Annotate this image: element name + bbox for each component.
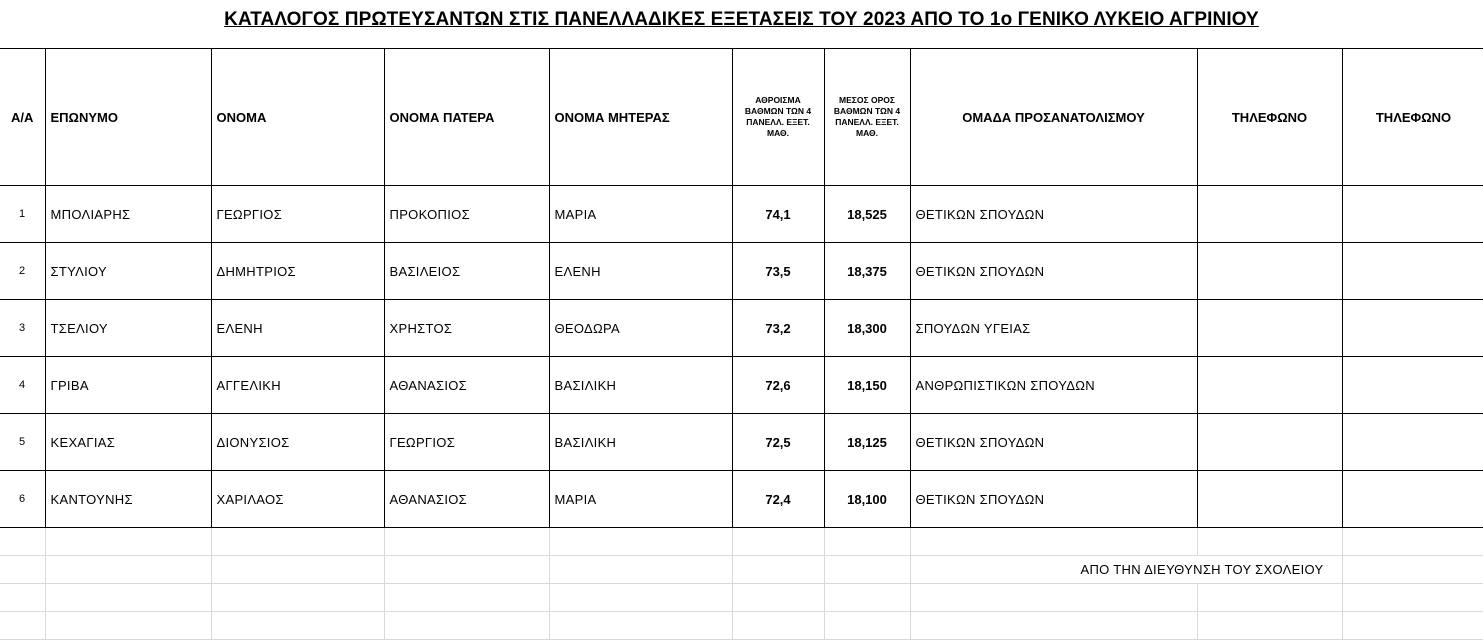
- cell-aa: 3: [0, 300, 45, 357]
- header-mother: ΟΝΟΜΑ ΜΗΤΕΡΑΣ: [549, 49, 732, 186]
- cell-phone-1: [1197, 414, 1342, 471]
- cell-name: ΑΓΓΕΛΙΚΗ: [211, 357, 384, 414]
- cell-aa: 4: [0, 357, 45, 414]
- cell-phone-2: [1342, 300, 1483, 357]
- header-name: ΟΝΟΜΑ: [211, 49, 384, 186]
- cell-surname: ΣΤΥΛΙΟΥ: [45, 243, 211, 300]
- empty-row: [0, 528, 1483, 556]
- cell-group: ΑΝΘΡΩΠΙΣΤΙΚΩΝ ΣΠΟΥΔΩΝ: [910, 357, 1197, 414]
- cell-group: ΣΠΟΥΔΩΝ ΥΓΕΙΑΣ: [910, 300, 1197, 357]
- table-row: [0, 300, 1483, 357]
- cell-aa: 1: [0, 186, 45, 243]
- cell-mother: ΜΑΡΙΑ: [549, 471, 732, 528]
- table-row: [0, 186, 1483, 243]
- cell-father: ΑΘΑΝΑΣΙΟΣ: [384, 357, 549, 414]
- cell-name: ΧΑΡΙΛΑΟΣ: [211, 471, 384, 528]
- header-phone-1: ΤΗΛΕΦΩΝΟ: [1197, 49, 1342, 186]
- table-row: [0, 471, 1483, 528]
- cell-name: ΓΕΩΡΓΙΟΣ: [211, 186, 384, 243]
- header-row: [0, 49, 1483, 186]
- cell-father: ΠΡΟΚΟΠΙΟΣ: [384, 186, 549, 243]
- cell-avg: 18,300: [824, 300, 910, 357]
- header-phone-2: ΤΗΛΕΦΩΝΟ: [1342, 49, 1483, 186]
- cell-father: ΓΕΩΡΓΙΟΣ: [384, 414, 549, 471]
- cell-phone-2: [1342, 357, 1483, 414]
- cell-phone-2: [1342, 243, 1483, 300]
- cell-phone-1: [1197, 471, 1342, 528]
- cell-surname: ΚΑΝΤΟΥΝΗΣ: [45, 471, 211, 528]
- footer-note: ΑΠΟ ΤΗΝ ΔΙΕΥΘΥΝΣΗ ΤΟΥ ΣΧΟΛΕΙΟΥ: [910, 556, 1342, 584]
- cell-group: ΘΕΤΙΚΩΝ ΣΠΟΥΔΩΝ: [910, 243, 1197, 300]
- cell-sum: 72,5: [732, 414, 824, 471]
- table-row: [0, 243, 1483, 300]
- cell-phone-1: [1197, 186, 1342, 243]
- table-row: [0, 357, 1483, 414]
- header-sum: ΑΘΡΟΙΣΜΑ ΒΑΘΜΩΝ ΤΩΝ 4 ΠΑΝΕΛΛ. ΕΞΕΤ. ΜΑΘ.: [732, 49, 824, 186]
- cell-avg: 18,150: [824, 357, 910, 414]
- cell-sum: 73,5: [732, 243, 824, 300]
- cell-avg: 18,125: [824, 414, 910, 471]
- header-avg: ΜΕΣΟΣ ΟΡΟΣ ΒΑΘΜΩΝ ΤΩΝ 4 ΠΑΝΕΛΛ. ΕΞΕΤ. ΜΑΘ.: [824, 49, 910, 186]
- cell-mother: ΒΑΣΙΛΙΚΗ: [549, 357, 732, 414]
- cell-father: ΧΡΗΣΤΟΣ: [384, 300, 549, 357]
- cell-sum: 72,6: [732, 357, 824, 414]
- cell-father: ΒΑΣΙΛΕΙΟΣ: [384, 243, 549, 300]
- page-title: ΚΑΤΑΛΟΓΟΣ ΠΡΩΤΕΥΣΑΝΤΩΝ ΣΤΙΣ ΠΑΝΕΛΛΑΔΙΚΕΣ ΕΞΕΤΑΣΕΙΣ ΤΟΥ 2023 ΑΠΟ ΤΟ 1ο ΓΕΝΙΚΟ ΛΥΚΕΙΟ ΑΓΡΙΝΙΟΥ: [224, 9, 1259, 30]
- cell-phone-2: [1342, 186, 1483, 243]
- header-aa: Α/Α: [0, 49, 45, 186]
- cell-phone-2: [1342, 414, 1483, 471]
- cell-father: ΑΘΑΝΑΣΙΟΣ: [384, 471, 549, 528]
- cell-aa: 5: [0, 414, 45, 471]
- header-group: ΟΜΑΔΑ ΠΡΟΣΑΝΑΤΟΛΙΣΜΟΥ: [910, 49, 1197, 186]
- cell-mother: ΘΕΟΔΩΡΑ: [549, 300, 732, 357]
- cell-group: ΘΕΤΙΚΩΝ ΣΠΟΥΔΩΝ: [910, 186, 1197, 243]
- cell-avg: 18,375: [824, 243, 910, 300]
- table-row: [0, 414, 1483, 471]
- cell-sum: 73,2: [732, 300, 824, 357]
- cell-surname: ΤΣΕΛΙΟΥ: [45, 300, 211, 357]
- cell-mother: ΕΛΕΝΗ: [549, 243, 732, 300]
- cell-group: ΘΕΤΙΚΩΝ ΣΠΟΥΔΩΝ: [910, 414, 1197, 471]
- cell-group: ΘΕΤΙΚΩΝ ΣΠΟΥΔΩΝ: [910, 471, 1197, 528]
- header-surname: ΕΠΩΝΥΜΟ: [45, 49, 211, 186]
- cell-phone-1: [1197, 357, 1342, 414]
- empty-row: [0, 584, 1483, 612]
- cell-aa: 2: [0, 243, 45, 300]
- cell-surname: ΚΕΧΑΓΙΑΣ: [45, 414, 211, 471]
- cell-name: ΕΛΕΝΗ: [211, 300, 384, 357]
- cell-mother: ΒΑΣΙΛΙΚΗ: [549, 414, 732, 471]
- cell-phone-1: [1197, 243, 1342, 300]
- cell-avg: 18,525: [824, 186, 910, 243]
- cell-phone-2: [1342, 471, 1483, 528]
- results-table: [0, 48, 1483, 640]
- footer-row: [0, 556, 1483, 584]
- cell-sum: 72,4: [732, 471, 824, 528]
- cell-name: ΔΗΜΗΤΡΙΟΣ: [211, 243, 384, 300]
- cell-phone-1: [1197, 300, 1342, 357]
- cell-aa: 6: [0, 471, 45, 528]
- cell-surname: ΜΠΟΛΙΑΡΗΣ: [45, 186, 211, 243]
- header-father: ΟΝΟΜΑ ΠΑΤΕΡΑ: [384, 49, 549, 186]
- empty-row: [0, 612, 1483, 640]
- cell-mother: ΜΑΡΙΑ: [549, 186, 732, 243]
- cell-avg: 18,100: [824, 471, 910, 528]
- cell-name: ΔΙΟΝΥΣΙΟΣ: [211, 414, 384, 471]
- cell-surname: ΓΡΙΒΑ: [45, 357, 211, 414]
- cell-sum: 74,1: [732, 186, 824, 243]
